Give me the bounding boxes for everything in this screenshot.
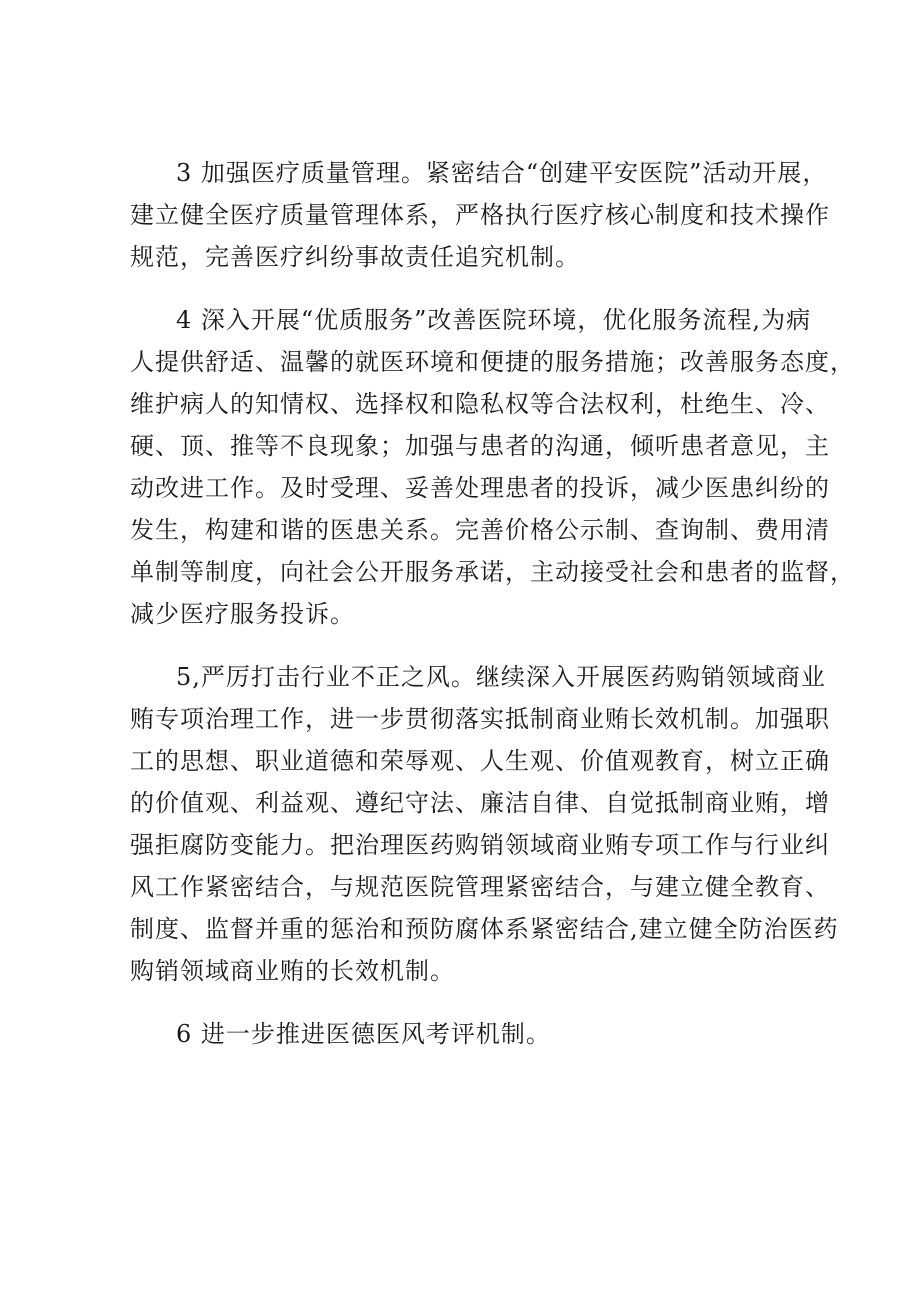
- paragraph-line: 风工作紧密结合，与规范医院管理紧密结合，与建立健全教育、: [130, 873, 830, 901]
- paragraph-line: 贿专项治理工作，进一步贯彻落实抵制商业贿长效机制。加强职: [130, 705, 830, 733]
- paragraph-quality-service: [130, 299, 855, 635]
- paragraph-line: 购销领域商业贿的长效机制。: [130, 957, 455, 985]
- paragraph-line: 制度、监督并重的惩治和预防腐体系紧密结合,建立健全防治医药: [130, 915, 839, 943]
- paragraph-anti-corruption: [130, 656, 839, 992]
- paragraph-line: 发生，构建和谐的医患关系。完善价格公示制、查询制、费用清: [130, 516, 830, 544]
- paragraph-quality-management: [130, 152, 830, 278]
- paragraph-line: 规范，完善医疗纠纷事故责任追究机制。: [130, 243, 580, 271]
- paragraph-line: 硬、顶、推等不良现象；加强与患者的沟通，倾听患者意见，主: [130, 432, 830, 460]
- paragraph-line: 4 深入开展“优质服务”改善医院环境，优化服务流程,为病: [176, 306, 812, 334]
- paragraph-line: 6 进一步推进医德医风考评机制。: [176, 1020, 551, 1048]
- paragraph-line: 的价值观、利益观、遵纪守法、廉洁自律、自觉抵制商业贿，增: [130, 789, 830, 817]
- paragraph-line: 人提供舒适、温馨的就医环境和便捷的服务措施；改善服务态度，: [130, 348, 855, 376]
- paragraph-line: 3 加强医疗质量管理。紧密结合“创建平安医院”活动开展，: [176, 159, 828, 187]
- paragraph-line: 维护病人的知情权、选择权和隐私权等合法权利，杜绝生、冷、: [130, 390, 830, 418]
- paragraph-line: 强拒腐防变能力。把治理医药购销领域商业贿专项工作与行业纠: [130, 831, 830, 859]
- paragraph-line: 5,严厉打击行业不正之风。继续深入开展医药购销领域商业: [176, 663, 826, 691]
- document-body: [130, 152, 855, 1076]
- paragraph-line: 工的思想、职业道德和荣辱观、人生观、价值观教育，树立正确: [130, 747, 830, 775]
- paragraph-line: 减少医疗服务投诉。: [130, 600, 355, 628]
- paragraph-line: 建立健全医疗质量管理体系，严格执行医疗核心制度和技术操作: [130, 201, 830, 229]
- paragraph-line: 单制等制度，向社会公开服务承诺，主动接受社会和患者的监督，: [130, 558, 855, 586]
- paragraph-ethics-evaluation: [130, 1013, 810, 1055]
- paragraph-line: 动改进工作。及时受理、妥善处理患者的投诉，减少医患纠纷的: [130, 474, 830, 502]
